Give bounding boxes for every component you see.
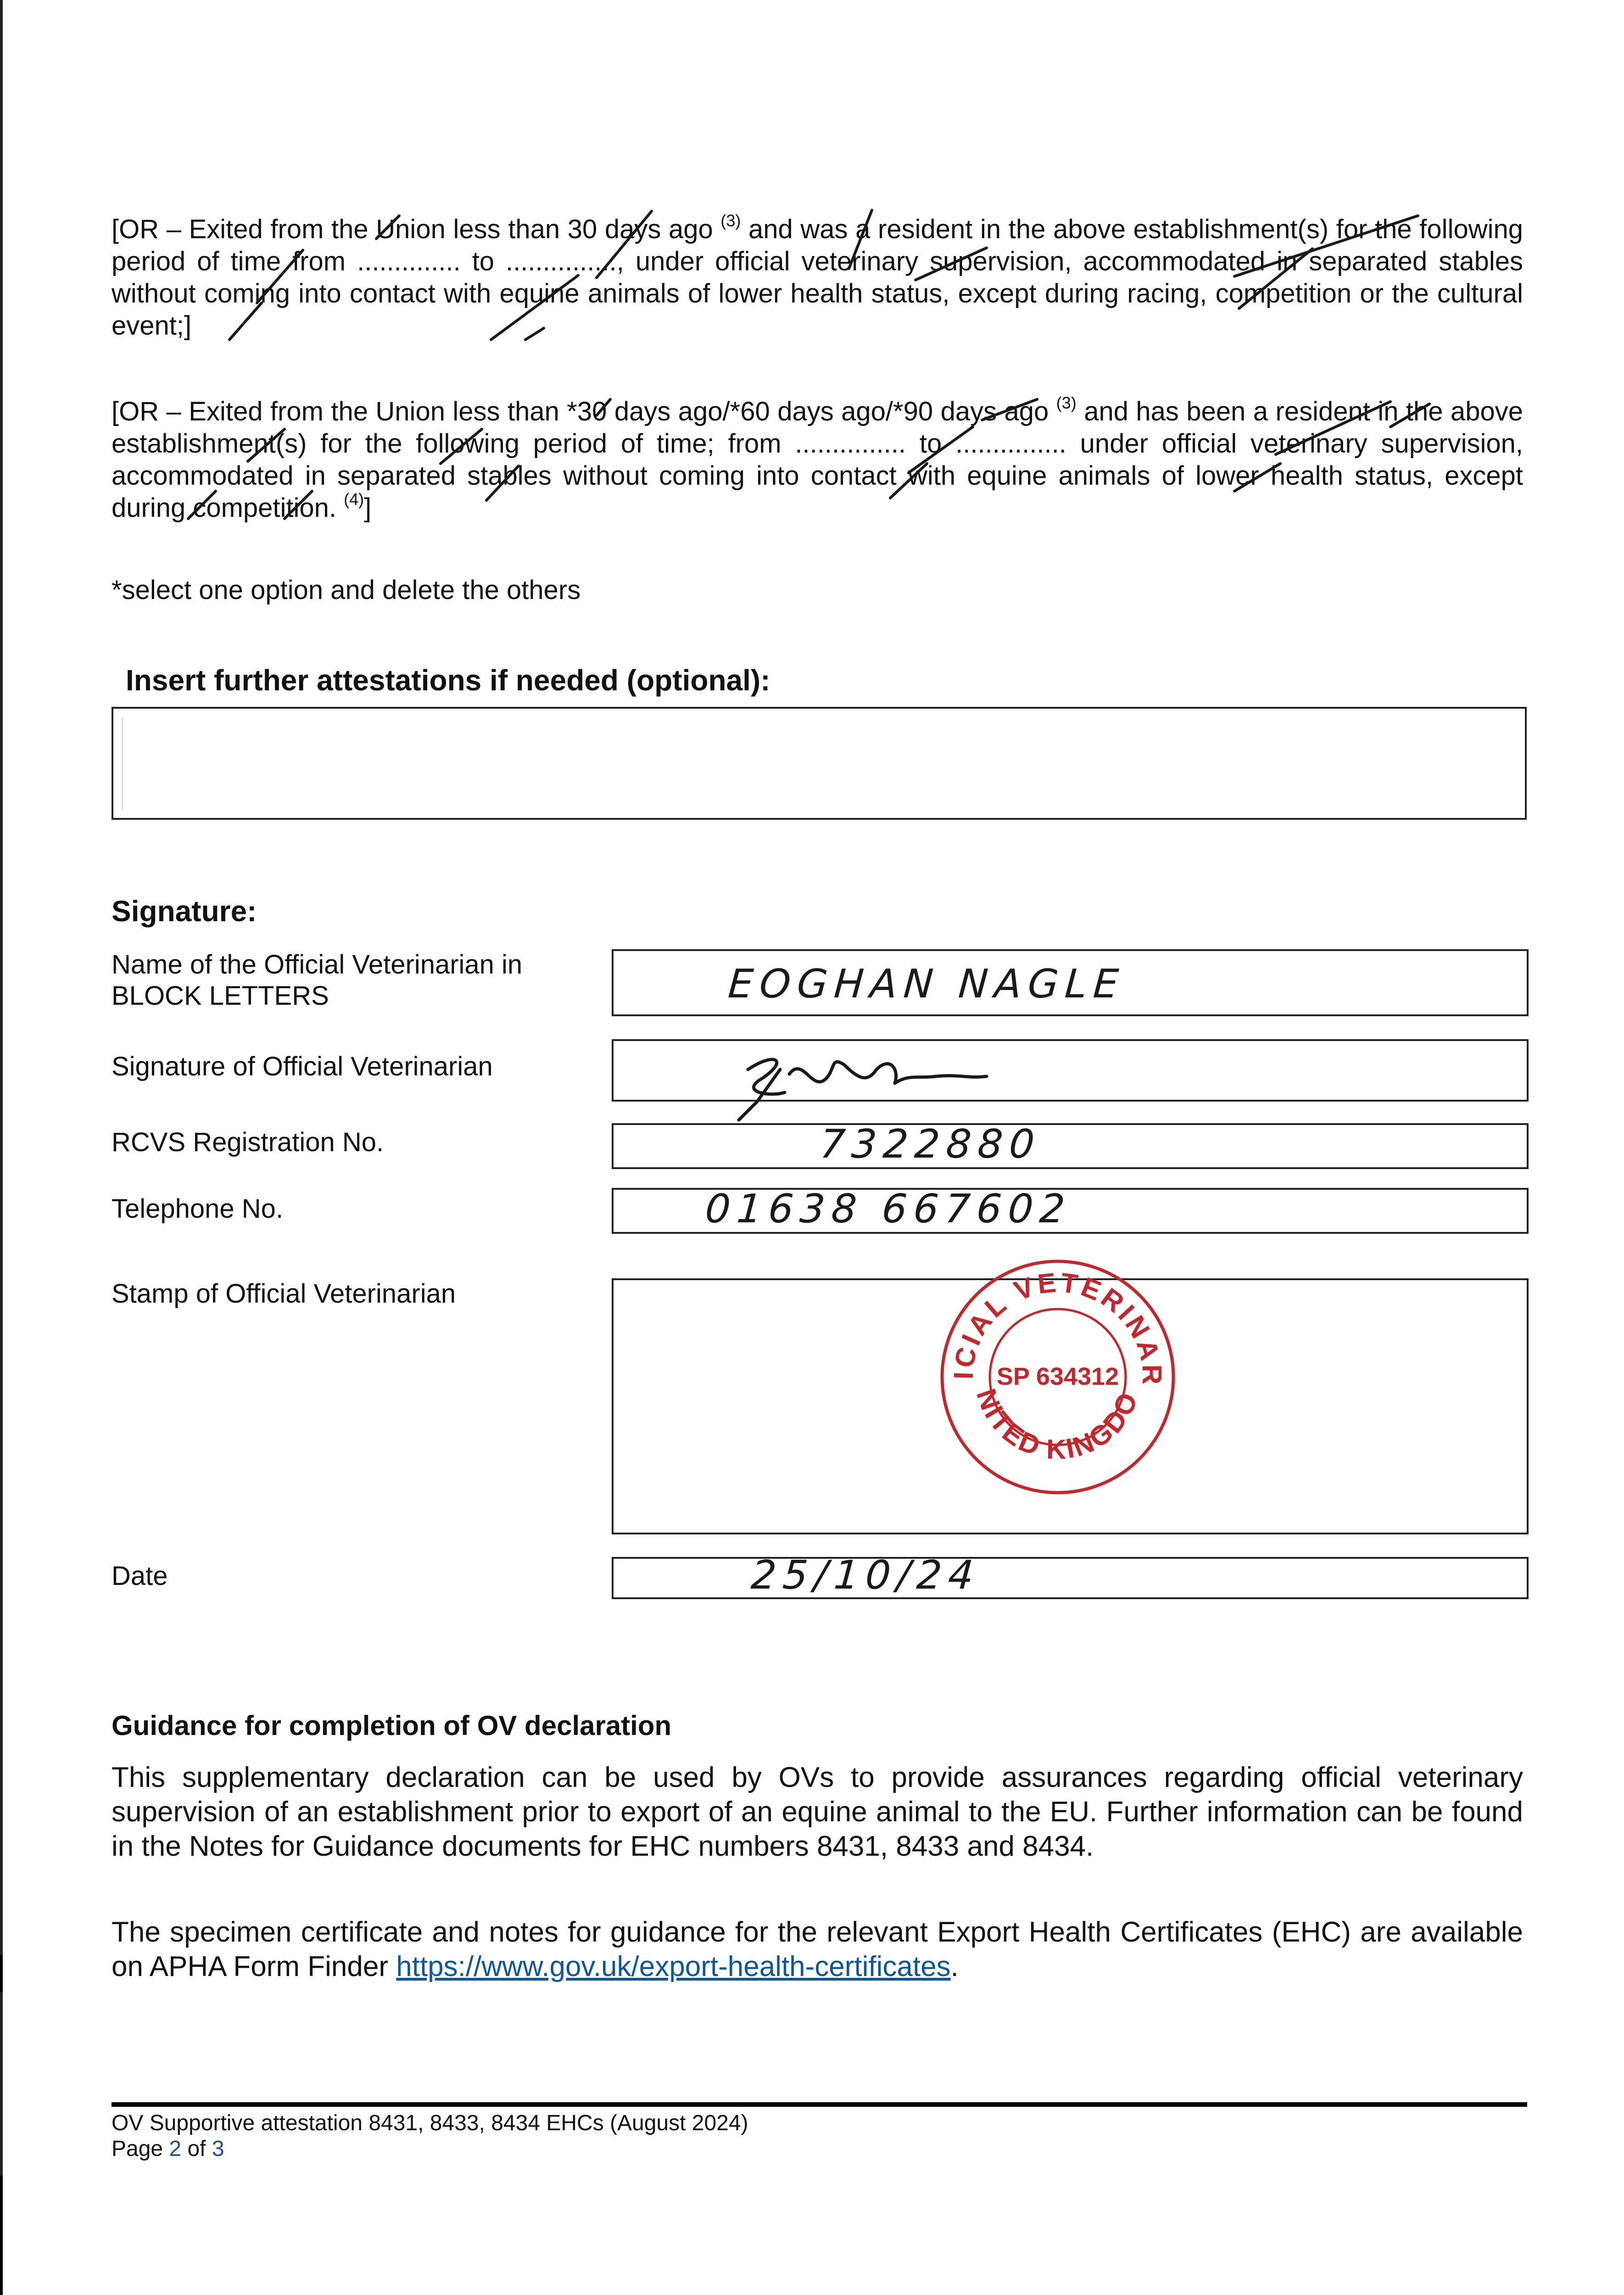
strike-mark [597,211,652,278]
further-attestations-heading: Insert further attestations if needed (optional): [126,664,770,697]
footer-rule [112,2102,1527,2107]
strike-mark [257,250,303,303]
guidance-paragraph-1: This supplementary declaration can be used by OVs to provide assurances regarding official veterinary supervision of an establishment prior to export of an equine animal to the EU. Further information can be found in the Notes for Guidance documents for EHC numbers 8431, 8433 and 8434. [112,1762,1523,1862]
strike-mark [1276,402,1390,454]
strike-mark [915,248,987,280]
telephone-field[interactable] [612,1188,1529,1234]
strike-mark [285,491,312,519]
strike-mark [597,399,610,415]
strike-mark [890,464,927,498]
page-number: Page 2 of 3 [112,2137,224,2161]
telephone-label: Telephone No. [112,1194,284,1224]
rcvs-field[interactable] [612,1123,1529,1169]
stamp-bottom-text: NITED KINGDO [971,1385,1144,1465]
official-veterinarian-stamp [938,1258,1177,1496]
name-value: EOGHAN NAGLE [726,961,1127,1007]
strike-mark [849,210,872,269]
strike-mark [1390,404,1429,427]
telephone-value: 01638 667602 [703,1186,1073,1232]
scan-mark [0,1955,3,1992]
strike-mark [248,429,285,461]
strike-mark [376,216,399,239]
name-field[interactable] [612,949,1529,1016]
strike-mark [491,275,578,340]
guidance-heading: Guidance for completion of OV declaration [112,1710,672,1741]
strike-mark [486,466,519,500]
scan-mark [0,2176,3,2295]
strike-mark [229,303,262,340]
stamp-label: Stamp of Official Veterinarian [112,1279,456,1309]
signature-label: Signature of Official Veterinarian [112,1052,493,1081]
strike-mark [982,399,1037,420]
handwritten-signature [720,1042,996,1129]
name-label: Name of the Official Veterinarian in BLOCK LETTERS [112,950,523,1011]
strike-mark [909,427,973,473]
strike-mark [525,328,544,340]
select-option-note: *select one option and delete the others [112,575,581,605]
strike-mark [1234,216,1418,276]
export-health-certificates-link[interactable]: https://www.gov.uk/export-health-certificates [396,1951,951,1982]
stamp-top-text: ICIAL VETERINAR [948,1266,1168,1388]
strike-mark [441,429,482,464]
guidance-paragraph-2: The specimen certificate and notes for guidance for the relevant Export Health Certificates (EHC) are available on APHA Form Finder https://www.gov.uk/export-health-certificates. [112,1916,1523,1982]
option-paragraph-2: [OR – Exited from the Union less than *30 days ago/*60 days ago/*90 days ago $^{(3)}$ and has been a resident in the above establishment(s) for the following period of time; from ............... to ............... under official veterinary supervision, accommodated in separated stables without coming into contact with equine animals of lower health status, except during competition. $^{(4)}$] [112,393,1523,523]
strike-mark [1239,249,1312,308]
strike-marks [0,0,1624,551]
rcvs-label: RCVS Registration No. [112,1127,384,1157]
strike-mark [1234,464,1280,491]
date-value: 25/10/24 [749,1552,982,1598]
footer-title: OV Supportive attestation 8431, 8433, 8434 EHCs (August 2024) [112,2111,748,2135]
footer [112,2110,748,2162]
signature-heading: Signature: [112,895,257,928]
further-attestations-field[interactable] [112,707,1527,820]
date-label: Date [112,1561,168,1591]
strike-mark [188,491,216,519]
date-field[interactable] [612,1552,1529,1599]
rcvs-value: 7322880 [818,1121,1043,1167]
stamp-code: SP 634312 [996,1363,1119,1390]
option-paragraph-1: [OR – Exited from the Union less than 30 days ago $^{(3)}$ and was a resident in the above establishment(s) for the following period of time from .............. to ..............., under official veterinary supervision, accommodated in separated stables without coming into contact with equine animals of lower health status, except during racing, competition or the cultural event;] [112,211,1523,341]
